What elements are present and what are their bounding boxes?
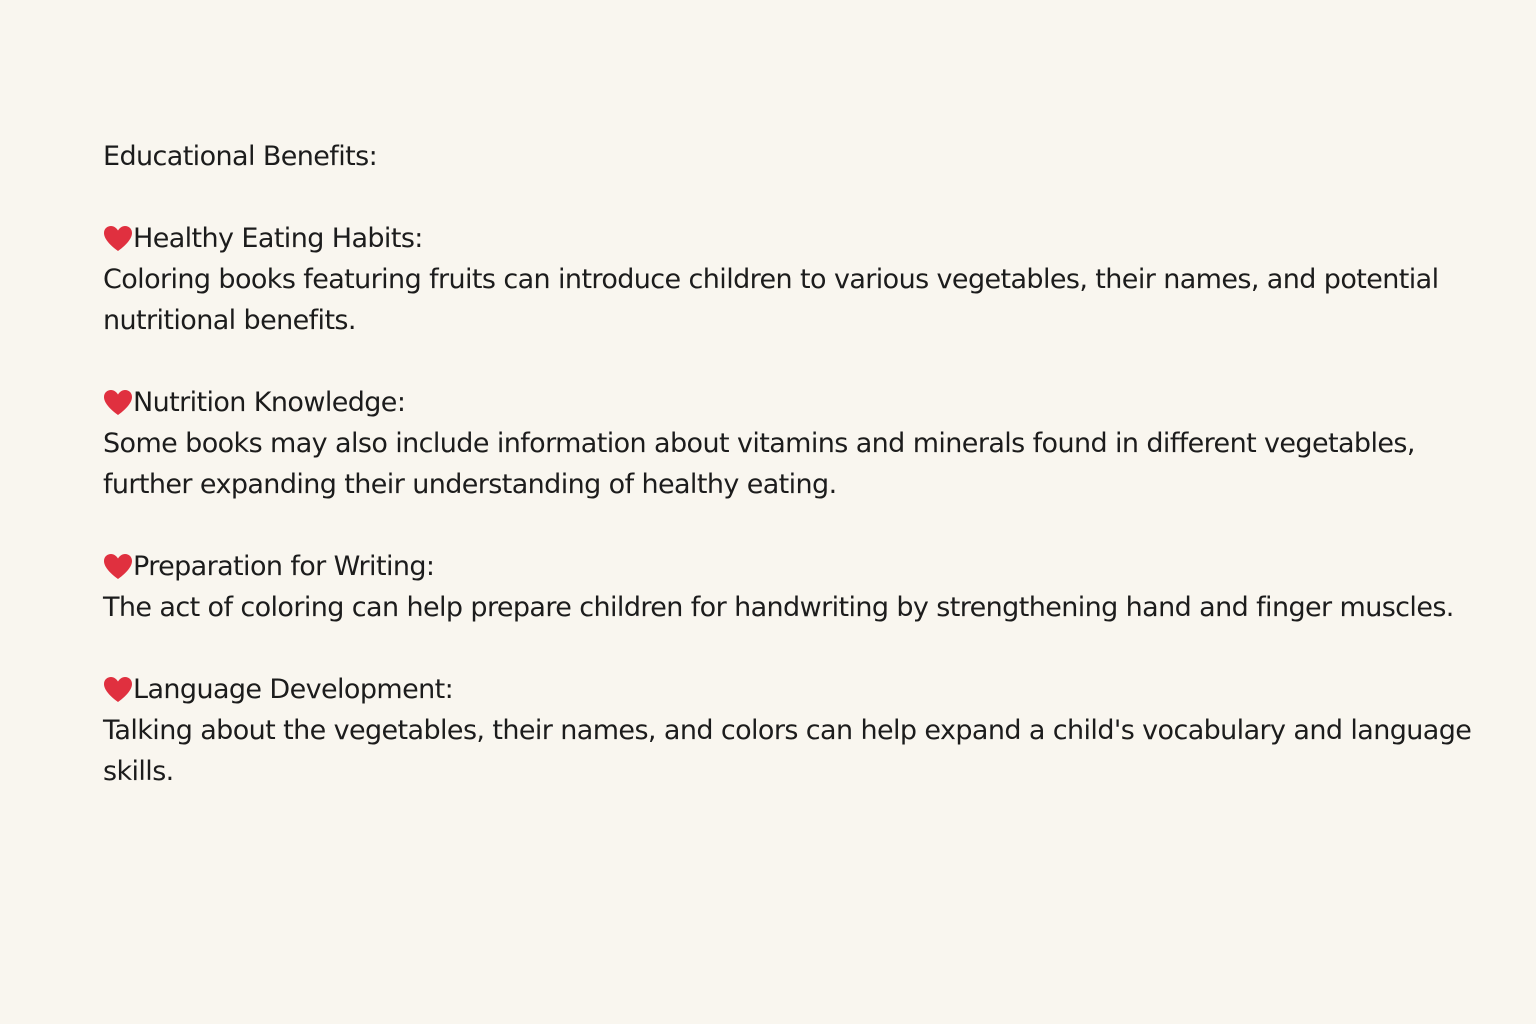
document-content	[103, 136, 1503, 833]
heart-icon	[103, 676, 133, 704]
section-body: Talking about the vegetables, their names, and colors can help expand a child's vocabulary and language skills.	[103, 715, 1472, 787]
section-body: Coloring books featuring fruits can introduce children to various vegetables, their names, and potential nutritional benefits.	[103, 264, 1439, 336]
section-heading-text: Preparation for Writing:	[133, 551, 435, 582]
heart-icon	[103, 389, 133, 417]
section-heading	[103, 669, 1503, 710]
section-heading-text: Healthy Eating Habits:	[133, 223, 423, 254]
section-language-development	[103, 669, 1503, 792]
intro-heading: Educational Benefits:	[103, 141, 378, 172]
heart-icon	[103, 225, 133, 253]
section-heading	[103, 382, 1503, 423]
section-nutrition-knowledge	[103, 382, 1503, 505]
section-healthy-eating	[103, 218, 1503, 341]
section-heading	[103, 546, 1503, 587]
section-body: The act of coloring can help prepare children for handwriting by strengthening hand and finger muscles.	[103, 592, 1454, 623]
section-heading	[103, 218, 1503, 259]
section-preparation-writing	[103, 546, 1503, 628]
section-heading-text: Language Development:	[133, 674, 454, 705]
heart-icon	[103, 553, 133, 581]
section-heading-text: Nutrition Knowledge:	[133, 387, 406, 418]
section-body: Some books may also include information about vitamins and minerals found in different vegetables, further expanding their understanding of healthy eating.	[103, 428, 1415, 500]
